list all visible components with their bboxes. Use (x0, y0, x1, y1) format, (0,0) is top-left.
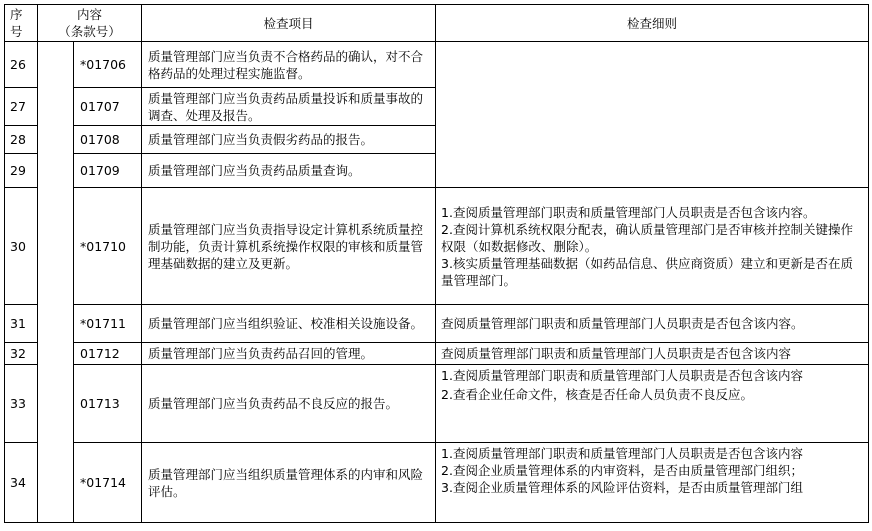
row-code: *01714 (74, 443, 142, 523)
row-item: 质量管理部门应当负责假劣药品的报告。 (142, 126, 436, 154)
row-detail-empty (436, 42, 869, 188)
row-item: 质量管理部门应当负责不合格药品的确认，对不合格药品的处理过程实施监督。 (142, 42, 436, 88)
row-code: *01710 (74, 188, 142, 305)
row-no: 30 (5, 188, 38, 305)
header-item: 检查项目 (142, 5, 436, 42)
row-item: 质量管理部门应当负责药品召回的管理。 (142, 343, 436, 365)
inspection-table (4, 4, 869, 523)
row-no: 34 (5, 443, 38, 523)
row-no: 29 (5, 154, 38, 188)
header-content-line1: 内容 (77, 7, 103, 22)
row-item: 质量管理部门应当组织验证、校准相关设施设备。 (142, 305, 436, 343)
table-row (5, 343, 869, 365)
row-item: 质量管理部门应当组织质量管理体系的内审和风险评估。 (142, 443, 436, 523)
detail-line: 2.查看企业任命文件，核查是否任命人员负责不良反应。 (441, 387, 753, 402)
detail-line: 查阅质量管理部门职责和质量管理部门人员职责是否包含该内容 (441, 346, 792, 361)
row-no: 26 (5, 42, 38, 88)
table-row (5, 305, 869, 343)
header-content-line2: （条款号） (58, 24, 121, 39)
row-no: 28 (5, 126, 38, 154)
table-row (5, 188, 869, 305)
row-code: 01707 (74, 88, 142, 126)
row-no: 32 (5, 343, 38, 365)
row-item: 质量管理部门应当负责药品质量投诉和质量事故的调查、处理及报告。 (142, 88, 436, 126)
row-detail (436, 305, 869, 343)
blank-column (38, 42, 74, 523)
row-item: 质量管理部门应当负责指导设定计算机系统质量控制功能，负责计算机系统操作权限的审核和质量管理基础数据的建立及更新。 (142, 188, 436, 305)
table-row (5, 365, 869, 443)
row-code: 01708 (74, 126, 142, 154)
row-detail (436, 443, 869, 523)
row-code: 01713 (74, 365, 142, 443)
row-no: 27 (5, 88, 38, 126)
table-row (5, 42, 869, 88)
detail-line: 1.查阅质量管理部门职责和质量管理部门人员职责是否包含该内容 (441, 446, 803, 461)
detail-line: 1.查阅质量管理部门职责和质量管理部门人员职责是否包含该内容。 (441, 204, 816, 220)
header-no (5, 5, 38, 42)
row-detail (436, 188, 869, 305)
row-detail (436, 365, 869, 443)
row-no: 33 (5, 365, 38, 443)
row-code: 01709 (74, 154, 142, 188)
detail-line: 1.查阅质量管理部门职责和质量管理部门人员职责是否包含该内容 (441, 368, 803, 383)
row-no: 31 (5, 305, 38, 343)
detail-line: 2.查阅计算机系统权限分配表，确认质量管理部门是否审核并控制关键操作权限（如数据修改、删除）。 (441, 221, 853, 254)
header-no-line2: 号 (10, 24, 23, 39)
header-row (5, 5, 869, 42)
header-content (38, 5, 142, 42)
row-code: *01706 (74, 42, 142, 88)
row-item: 质量管理部门应当负责药品质量查询。 (142, 154, 436, 188)
row-item: 质量管理部门应当负责药品不良反应的报告。 (142, 365, 436, 443)
row-code: 01712 (74, 343, 142, 365)
row-detail (436, 343, 869, 365)
header-detail: 检查细则 (436, 5, 869, 42)
table-row (5, 443, 869, 523)
row-code: *01711 (74, 305, 142, 343)
detail-line: 3.核实质量管理基础数据（如药品信息、供应商资质）建立和更新是否在质量管理部门。 (441, 255, 853, 288)
detail-line: 2.查阅企业质量管理体系的内审资料，是否由质量管理部门组织； (441, 463, 803, 478)
header-no-line1: 序 (10, 7, 23, 22)
detail-line: 3.查阅企业质量管理体系的风险评估资料，是否由质量管理部门组 (441, 480, 803, 495)
detail-line: 查阅质量管理部门职责和质量管理部门人员职责是否包含该内容。 (441, 316, 804, 331)
